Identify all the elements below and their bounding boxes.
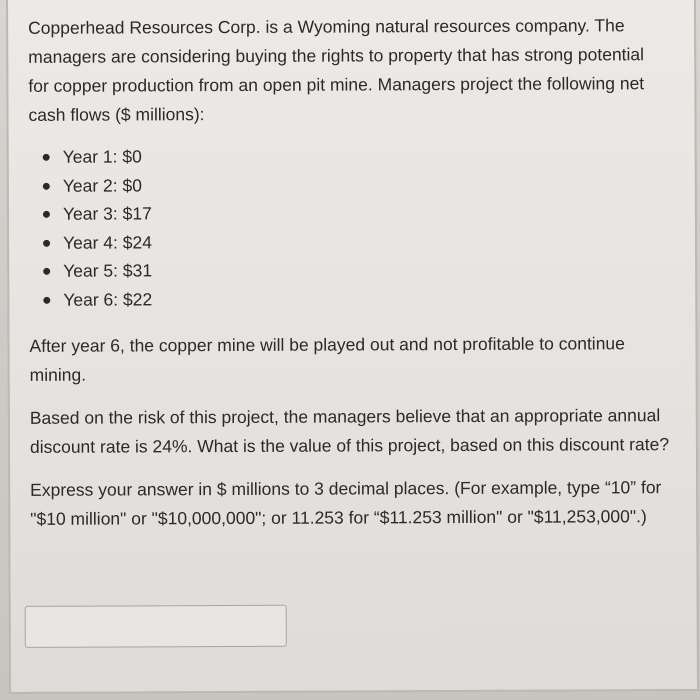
cash-flow-year-5: Year 5: $31: [63, 260, 153, 281]
question-content: [28, 11, 680, 534]
list-item: [43, 226, 679, 257]
list-item: [43, 140, 679, 171]
cash-flow-year-2: Year 2: $0: [62, 174, 143, 196]
bullet-icon: [43, 182, 50, 189]
cash-flow-year-3: Year 3: $17: [62, 203, 152, 224]
list-item: [43, 254, 679, 285]
question-after-text: After year 6, the copper mine will be played out and not profitable to continue mining.: [29, 333, 625, 385]
bullet-icon: [43, 268, 50, 275]
bullet-icon: [43, 154, 50, 161]
bullet-icon: [43, 296, 50, 303]
question-format-text: Express your answer in $ millions to 3 decimal places. (For example, type “10” for "$10 million" or "$10,000,000"; or 11.253 for “$11.253 million" or "$11,253,000".): [30, 477, 662, 529]
question-card: [6, 0, 699, 694]
question-rate-text: Based on the risk of this project, the managers believe that an appropriate annual discount rate is 24%. What is the value of this project, based on this discount rate?: [29, 405, 670, 457]
cash-flow-year-1: Year 1: $0: [62, 146, 142, 167]
cash-flow-year-4: Year 4: $24: [63, 231, 152, 253]
answer-input[interactable]: [25, 605, 287, 648]
list-item: [43, 169, 679, 200]
bullet-icon: [43, 211, 50, 218]
list-item: [43, 283, 679, 314]
question-intro: Copperhead Resources Corp. is a Wyoming natural resources company. The managers are considering buying the rights to property that has strong potential for copper production from an open pit mine. Managers project the following net cash flows ($ millions):: [28, 15, 645, 125]
cash-flow-year-6: Year 6: $22: [63, 288, 153, 310]
cash-flow-list: [29, 140, 680, 314]
bullet-icon: [43, 239, 50, 246]
list-item: [43, 197, 679, 228]
